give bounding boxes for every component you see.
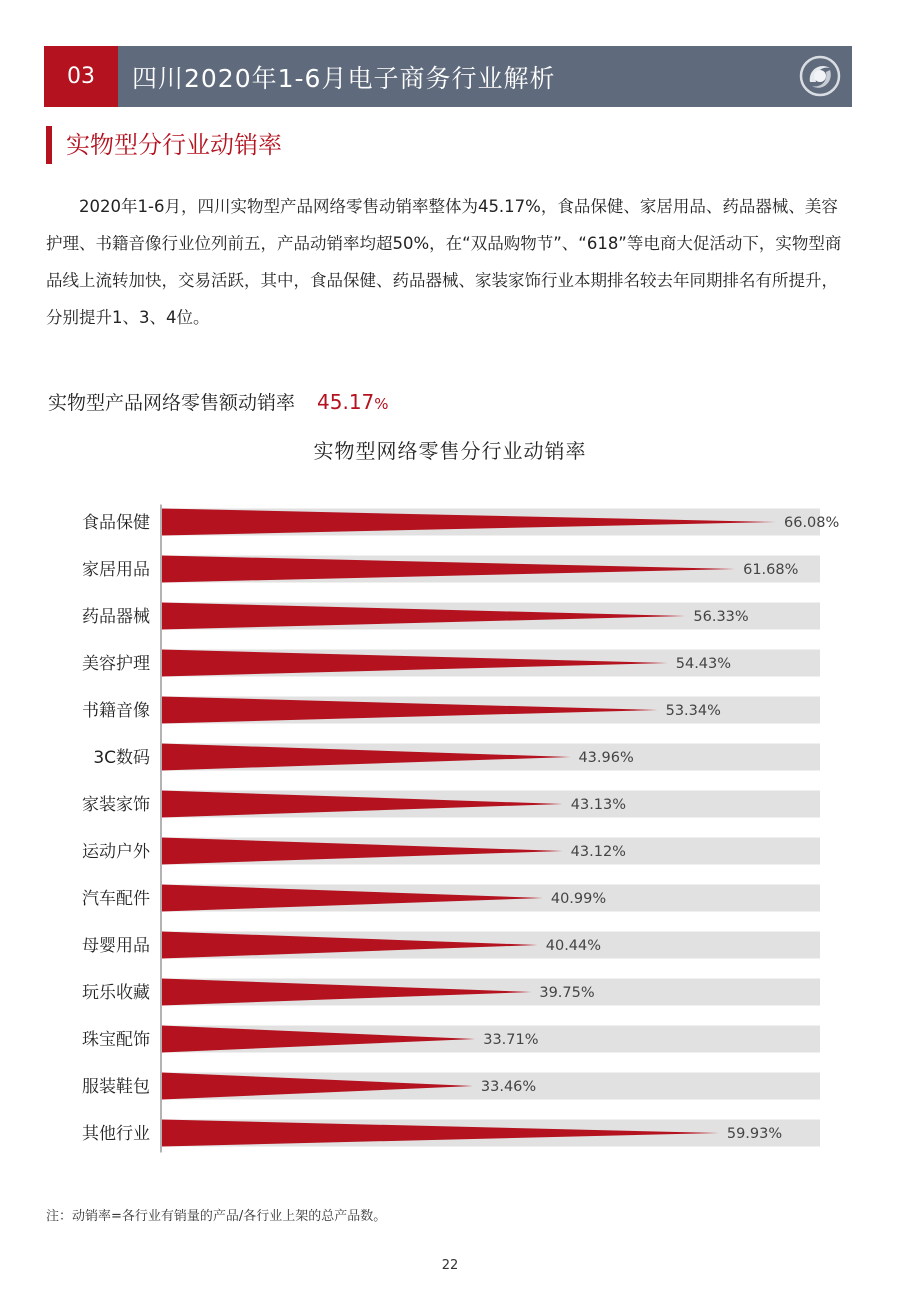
value-label: 59.93% — [726, 1126, 783, 1142]
page-number: 22 — [441, 1258, 459, 1273]
value-label: 43.13% — [570, 797, 627, 813]
page-title: 四川2020年1-6月电子商务行业解析 — [132, 63, 556, 93]
category-label: 书籍音像 — [82, 701, 150, 721]
kpi-row — [48, 388, 389, 415]
category-label: 家装家饰 — [82, 795, 150, 815]
kpi-label: 实物型产品网络零售额动销率 — [48, 392, 296, 414]
category-label: 药品器械 — [82, 607, 150, 627]
category-label: 汽车配件 — [82, 889, 150, 909]
category-label: 美容护理 — [82, 654, 150, 674]
category-label: 其他行业 — [82, 1124, 150, 1144]
kpi-value: 45.17 — [317, 390, 375, 414]
chart-title: 实物型网络零售分行业动销率 — [313, 439, 587, 463]
value-label: 33.46% — [480, 1079, 537, 1095]
category-label: 珠宝配饰 — [82, 1030, 150, 1050]
value-label: 53.34% — [665, 703, 721, 719]
value-label: 61.68% — [743, 562, 799, 578]
value-label: 56.33% — [693, 609, 749, 625]
value-label: 40.44% — [545, 938, 602, 954]
section-title: 实物型分行业动销率 — [46, 126, 282, 164]
value-label: 40.99% — [550, 891, 607, 907]
category-label: 运动户外 — [82, 842, 150, 862]
swirl-logo-icon — [798, 54, 842, 98]
value-label: 43.12% — [570, 844, 626, 860]
section-number: 03 — [44, 46, 118, 107]
kpi-unit: % — [374, 395, 389, 413]
intro-paragraph: 2020年1-6月，四川实物型产品网络零售动销率整体为45.17%，食品保健、家居用品、药品器械、美容护理、书籍音像行业位列前五，产品动销率均超50%，在“双品购物节”、“618”等电商大促活动下，实物型商品线上流转加快，交易活跃，其中，食品保健、药品器械、家装家饰行业本期排名较去年同期排名有所提升，分别提升1、3、4位。 — [46, 197, 842, 327]
value-label: 54.43% — [675, 656, 732, 672]
category-label: 母婴用品 — [82, 936, 150, 956]
category-label: 玩乐收藏 — [82, 983, 150, 1003]
value-label: 39.75% — [539, 985, 595, 1001]
category-label: 服装鞋包 — [82, 1077, 150, 1097]
category-label: 食品保健 — [82, 513, 150, 533]
value-label: 66.08% — [784, 515, 840, 531]
value-label: 33.71% — [483, 1032, 539, 1048]
footnote: 注：动销率=各行业有销量的产品/各行业上架的总产品数。 — [46, 1209, 387, 1224]
bar-chart — [0, 490, 900, 1170]
header-bar — [44, 46, 852, 107]
category-label: 3C数码 — [93, 748, 150, 768]
category-label: 家居用品 — [82, 560, 150, 580]
value-label: 43.96% — [578, 750, 634, 766]
